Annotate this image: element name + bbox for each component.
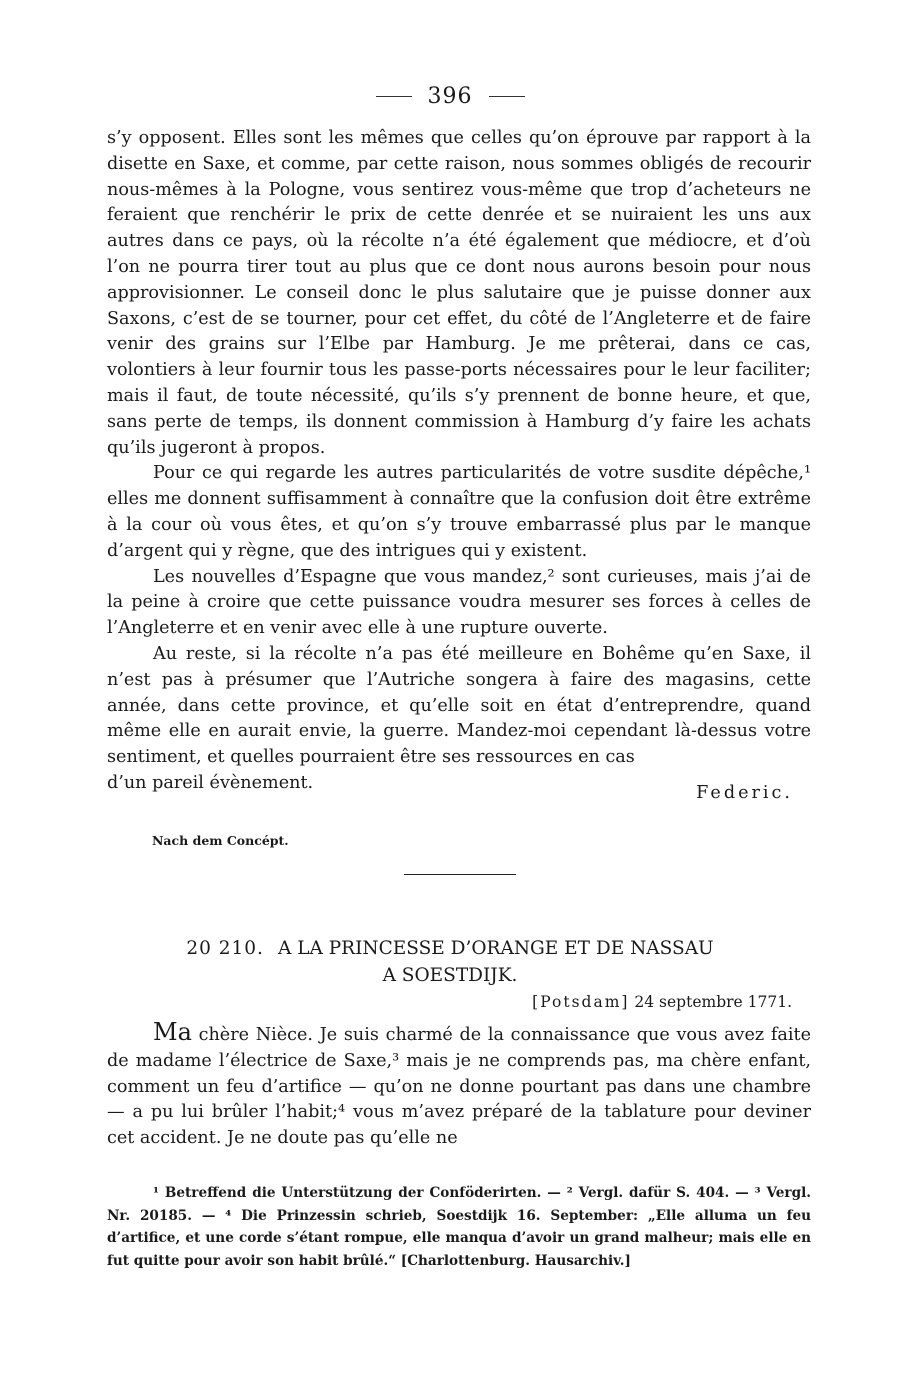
- letter-body: chère Nièce. Je suis charmé de la connaissance que vous avez faite de madame l’électrice de Saxe,³ mais je ne comprends pas, ma chère enfant, comment un feu d’artifice — qu’on ne donne pourtant pas dans une chambre — a pu lui brûler l’habit;⁴ vous m’avez préparé de la tablature pour deviner cet accident. Je ne doute pas qu’elle ne: [107, 1025, 811, 1149]
- closing-block: [107, 771, 811, 803]
- paragraph: s’y opposent. Elles sont les mêmes que celles qu’on éprouve par rapport à la disette en Saxe, et comme, par cette raison, nous sommes obligés de recourir nous-mêmes à la Pologne, vous sentirez vous-même que trop d’acheteurs ne feraient que renchérir le prix de cette denrée et se nuiraient les uns aux autres dans ce pays, où la récolte n’a été également que médiocre, et d’où l’on ne pourra tirer tout au plus que ce dont nous aurons besoin pour nous approvisionner. Le conseil donc le plus salutaire que je puisse donner aux Saxons, c’est de se tourner, pour cet effet, du côté de l’Angleterre et de faire venir des grains sur l’Elbe par Hamburg. Je me prêterai, dans ce cas, volontiers à leur fournir tous les passe-ports nécessaires pour le leur faciliter; mais il faut, de toute nécessité, qu’ils s’y prennent de bonne heure, et que, sans perte de temps, ils donnent commission à Hamburg d’y faire les achats qu’ils jugeront à propos.: [107, 128, 811, 458]
- header-rule-left: [376, 96, 412, 97]
- paragraph: Pour ce qui regarde les autres particularités de votre susdite dépêche,¹ elles me donnent suffisamment à connaître que la confusion doit être extrême à la cour où vous êtes, et qu’on s’y trouve embarrassé plus par le manque d’argent qui y règne, que des intrigues qui y existent.: [107, 463, 811, 561]
- dateline: [532, 993, 792, 1011]
- heading-line-1: [100, 935, 800, 962]
- letter-opening: Ma: [153, 1018, 192, 1046]
- document-heading: [100, 935, 800, 989]
- closing-line: d’un pareil évènement.: [107, 772, 314, 793]
- dateline-place: [Potsdam]: [532, 993, 630, 1011]
- main-text: [107, 126, 811, 803]
- header-rule-right: [489, 96, 525, 97]
- dateline-date: 24 septembre 1771.: [634, 993, 792, 1011]
- footnotes: [107, 1182, 811, 1272]
- page-header: [0, 84, 900, 109]
- letter-paragraph: [107, 1020, 811, 1152]
- letter-text: [107, 1020, 811, 1152]
- footnote: ¹ Betreffend die Unterstützung der Conföderirten. — ² Vergl. dafür S. 404. — ³ Vergl. Nr. 20185. — ⁴ Die Prinzessin schrieb, Soestdijk 16. September: „Elle alluma un feu d’artifice, et une corde s’étant rompue, elle manqua d’avoir un grand malheur; mais elle en fut quitte pour avoir son habit brûlé.“ [Charlottenburg. Hausarchiv.]: [107, 1185, 811, 1269]
- paragraph: Les nouvelles d’Espagne que vous mandez,² sont curieuses, mais j’ai de la peine à croire que cette puissance voudra mesurer ses forces à celles de l’Angleterre et en venir avec elle à une rupture ouverte.: [107, 566, 811, 639]
- paragraph: Au reste, si la récolte n’a pas été meilleure en Bohême qu’en Saxe, il n’est pas à présumer que l’Autriche songera à faire des magasins, cette année, dans cette province, et qu’elle soit en état d’entreprendre, quand même elle en aurait envie, la guerre. Mandez-moi cependant là-dessus votre sentiment, et quelles pourraient être ses ressources en cas: [107, 643, 811, 768]
- document-title-1: A LA PRINCESSE D’ORANGE ET DE NASSAU: [277, 938, 714, 959]
- source-note: Nach dem Concépt.: [152, 833, 289, 848]
- page-number: 396: [427, 84, 473, 109]
- document-title-2: A SOESTDIJK.: [382, 965, 518, 986]
- signature: Federic.: [696, 782, 793, 803]
- section-divider: [404, 874, 516, 875]
- document-number: 20 210.: [186, 938, 264, 959]
